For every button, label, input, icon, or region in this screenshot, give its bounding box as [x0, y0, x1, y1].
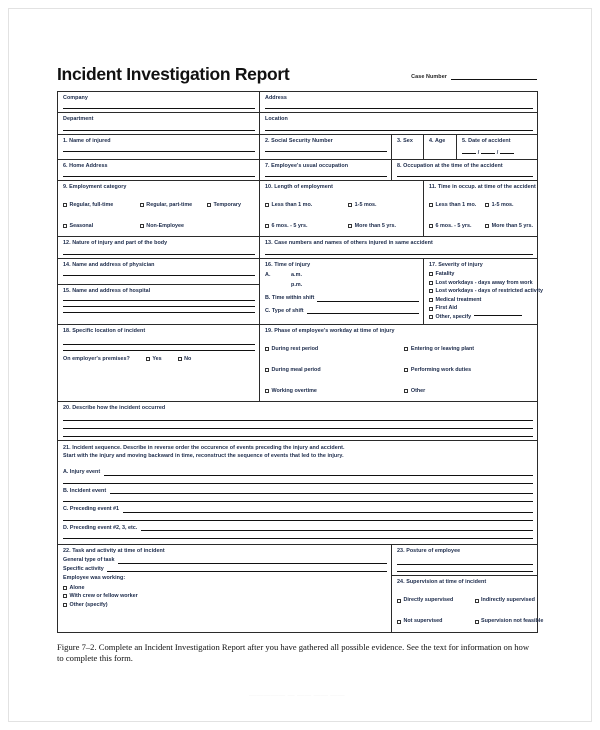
cell-company[interactable] — [58, 92, 260, 113]
checkbox-during-meal-period[interactable]: During meal period — [265, 368, 321, 374]
form-sheet — [57, 49, 544, 699]
employment-category-row-1 — [63, 194, 255, 212]
premises-question-label: On employer's premises? — [63, 355, 130, 362]
length-employment-row-1 — [265, 194, 419, 212]
premises-question-row — [63, 356, 255, 363]
cell-field-10 — [260, 181, 424, 237]
table-row-company — [58, 92, 538, 113]
checkbox-working-with-crew[interactable]: With crew or fellow worker — [63, 594, 387, 600]
form-header — [57, 49, 537, 83]
cell-field-19 — [260, 324, 538, 401]
specific-activity-rule[interactable] — [107, 571, 387, 572]
field-4-label: 4. Age — [429, 137, 446, 144]
phase-row-3 — [265, 380, 533, 398]
specific-activity-field[interactable] — [63, 567, 387, 572]
page-title: Incident Investigation Report — [57, 63, 290, 84]
checkbox-icon[interactable] — [140, 224, 144, 228]
checkbox-icon[interactable] — [265, 389, 269, 393]
sequence-d-field[interactable] — [63, 526, 533, 531]
field-13-input-rule[interactable] — [265, 254, 533, 255]
field-6-label: 6. Home Address — [63, 162, 108, 169]
checkbox-phase-other[interactable]: Other — [404, 389, 425, 395]
sequence-c-rule-2[interactable] — [63, 520, 533, 521]
field-20-rule-1[interactable] — [63, 420, 533, 421]
checkbox-icon[interactable] — [348, 203, 352, 207]
field-14-label: 14. Name and address of physician — [63, 261, 155, 268]
field-1-label: 1. Name of injured — [63, 137, 111, 144]
cell-field-20[interactable] — [58, 401, 538, 440]
field-3-label: 3. Sex — [397, 137, 413, 144]
length-employment-row-2 — [265, 215, 419, 233]
sequence-b-label: B. Incident event — [63, 487, 107, 494]
department-input-rule[interactable] — [63, 130, 255, 131]
time-injury-spacer — [265, 282, 291, 289]
checkbox-occ-less-1mo[interactable]: Less than 1 mo. — [429, 203, 476, 209]
time-within-shift-rule[interactable] — [317, 301, 419, 302]
checkbox-icon[interactable] — [429, 272, 433, 276]
table-row-employment — [58, 181, 538, 237]
department-label: Department — [63, 116, 94, 123]
sequence-b-field[interactable] — [63, 489, 533, 494]
table-row-sequence — [58, 441, 538, 545]
type-of-shift-label: C. Type of shift — [265, 307, 304, 314]
checkbox-icon[interactable] — [348, 224, 352, 228]
checkbox-non-employee[interactable]: Non-Employee — [140, 224, 184, 230]
cell-field-22 — [58, 545, 392, 633]
checkbox-premises-no[interactable]: No — [178, 357, 192, 363]
checkbox-working-alone[interactable]: Alone — [63, 586, 387, 592]
checkbox-icon[interactable] — [429, 307, 433, 311]
field-15-input-rule-2[interactable] — [63, 306, 255, 307]
field-20-rule-2[interactable] — [63, 428, 533, 429]
field-2-input-rule[interactable] — [265, 151, 387, 152]
sequence-a-rule[interactable] — [104, 475, 533, 476]
checkbox-regular-parttime[interactable]: Regular, part-time — [140, 203, 192, 209]
checkbox-icon[interactable] — [140, 203, 144, 207]
checkbox-icon[interactable] — [485, 224, 489, 228]
cell-field-16 — [260, 258, 424, 324]
checkbox-during-rest-period[interactable]: During rest period — [265, 347, 318, 353]
table-row-occupation — [58, 159, 538, 180]
checkbox-len-1-5mos[interactable]: 1-5 mos. — [348, 203, 376, 209]
checkbox-icon[interactable] — [429, 281, 433, 285]
checkbox-icon[interactable] — [63, 203, 67, 207]
table-row-location-phase — [58, 324, 538, 401]
checkbox-premises-yes[interactable]: Yes — [146, 357, 162, 363]
table-row-task-posture — [58, 545, 538, 576]
field-18-input-rule-1[interactable] — [63, 344, 255, 345]
field-18-label: 18. Specific location of incident — [63, 327, 146, 334]
checkbox-icon[interactable] — [485, 203, 489, 207]
sequence-a-field[interactable] — [63, 470, 533, 475]
field-7-label: 7. Employee's usual occupation — [265, 162, 349, 169]
checkbox-icon[interactable] — [429, 203, 433, 207]
location-label: Location — [265, 116, 288, 123]
field-6-input-rule[interactable] — [63, 176, 255, 177]
field-7-input-rule[interactable] — [265, 176, 387, 177]
time-injury-pm: p.m. — [291, 281, 303, 288]
phase-row-2 — [265, 359, 533, 377]
field-8-label: 8. Occupation at the time of the accident — [397, 162, 503, 169]
sequence-d-rule-2[interactable] — [63, 538, 533, 539]
address-input-rule[interactable] — [265, 108, 533, 109]
checkbox-lost-workdays-restricted[interactable]: Lost workdays - days of restricted activity — [429, 289, 533, 295]
checkbox-not-supervised[interactable]: Not supervised — [397, 619, 442, 625]
sequence-d-label: D. Preceding event #2, 3, etc. — [63, 524, 138, 531]
checkbox-icon[interactable] — [265, 203, 269, 207]
field-8-input-rule[interactable] — [397, 176, 533, 177]
field-2-label: 2. Social Security Number — [265, 137, 333, 144]
checkbox-working-overtime[interactable]: Working overtime — [265, 389, 317, 395]
cell-field-14[interactable] — [58, 258, 260, 284]
checkbox-entering-leaving-plant[interactable]: Entering or leaving plant — [404, 347, 474, 353]
checkbox-len-more-5yr[interactable]: More than 5 yrs. — [348, 224, 396, 230]
checkbox-first-aid[interactable]: First Aid — [429, 306, 533, 312]
checkbox-icon[interactable] — [429, 315, 433, 319]
supervision-row-2 — [397, 611, 544, 629]
cell-field-12[interactable] — [58, 237, 260, 258]
checkbox-occ-6mo-5yr[interactable]: 6 mos. - 5 yrs. — [429, 224, 471, 230]
field-13-label: 13. Case numbers and names of others injured in same accident — [265, 240, 433, 247]
field-21-line-2: Start with the injury and moving backward in time, reconstruct the sequence of events that led to the injury. — [63, 453, 344, 460]
checkbox-fatality[interactable]: Fatality — [429, 272, 533, 278]
field-11-label: 11. Time in occup. at time of the accident — [429, 184, 536, 191]
checkbox-icon[interactable] — [404, 368, 408, 372]
checkbox-icon[interactable] — [404, 389, 408, 393]
table-row-department — [58, 113, 538, 134]
checkbox-icon[interactable] — [207, 203, 211, 207]
cell-location[interactable] — [260, 113, 538, 134]
caption-line-1: Figure 7–2. Complete an Incident Investigation Report after you have gathered all possible evidence. — [57, 641, 405, 652]
cell-field-15[interactable] — [58, 284, 260, 324]
table-row-nature-injury — [58, 237, 538, 258]
field-21-line-1: 21. Incident sequence. Describe in reverse order the occurence of events preceding the injury and accident. — [63, 445, 345, 452]
field-5-label: 5. Date of accident — [462, 137, 511, 144]
field-15-label: 15. Name and address of hospital — [63, 287, 151, 294]
checkbox-lost-workdays-away[interactable]: Lost workdays - days away from work — [429, 281, 533, 287]
cell-field-24 — [392, 576, 544, 632]
sequence-b-rule-2[interactable] — [63, 501, 533, 502]
cell-field-3[interactable] — [392, 134, 424, 159]
field-23-label: 23. Posture of employee — [397, 548, 461, 555]
cell-field-4[interactable] — [424, 134, 457, 159]
table-row-physician — [58, 258, 538, 284]
checkbox-icon[interactable] — [63, 603, 67, 607]
time-injury-am: a.m. — [291, 272, 302, 279]
checkbox-regular-fulltime[interactable]: Regular, full-time — [63, 203, 113, 209]
cell-address[interactable] — [260, 92, 538, 113]
cell-field-6[interactable] — [58, 159, 260, 180]
checkbox-len-6mo-5yr[interactable]: 6 mos. - 5 yrs. — [265, 224, 307, 230]
location-input-rule[interactable] — [265, 130, 533, 131]
checkbox-icon[interactable] — [265, 368, 269, 372]
cell-field-13[interactable] — [260, 237, 538, 258]
task-options — [63, 586, 387, 609]
company-input-rule[interactable] — [63, 108, 255, 109]
incident-report-table — [57, 91, 544, 633]
checkbox-icon[interactable] — [265, 347, 269, 351]
severity-options — [429, 271, 544, 321]
time-injury-a-label: A. — [265, 272, 271, 279]
cell-field-5[interactable] — [457, 134, 538, 159]
page-canvas — [8, 8, 592, 722]
sequence-c-label: C. Preceding event #1 — [63, 506, 120, 513]
field-9-label: 9. Employment category — [63, 184, 127, 191]
time-occupation-row-1 — [429, 194, 533, 212]
checkbox-icon[interactable] — [397, 620, 401, 624]
sequence-a-label: A. Injury event — [63, 469, 101, 476]
field-22-label: 22. Task and activity at time of incident — [63, 548, 165, 555]
general-type-task-field[interactable] — [63, 558, 387, 563]
case-number-label: Case Number — [411, 74, 447, 80]
sequence-b-rule[interactable] — [110, 493, 533, 494]
checkbox-icon[interactable] — [63, 586, 67, 590]
checkbox-icon[interactable] — [429, 298, 433, 302]
case-number-field[interactable] — [411, 74, 537, 83]
field-23-rule-2[interactable] — [397, 571, 533, 572]
field-17-label: 17. Severity of injury — [429, 261, 483, 268]
checkbox-medical-treatment[interactable]: Medical treatment — [429, 298, 533, 304]
checkbox-icon[interactable] — [397, 599, 401, 603]
field-20-rule-3[interactable] — [63, 436, 533, 437]
field-1-input-rule[interactable] — [63, 151, 255, 152]
time-within-shift-field[interactable] — [265, 296, 419, 301]
sequence-d-rule[interactable] — [141, 530, 533, 531]
sequence-c-field[interactable] — [63, 507, 533, 512]
checkbox-icon[interactable] — [475, 599, 479, 603]
checkbox-icon[interactable] — [265, 224, 269, 228]
time-occupation-row-2 — [429, 215, 533, 233]
table-row-describe — [58, 401, 538, 440]
field-16-label: 16. Time of injury — [265, 261, 311, 268]
checkbox-icon[interactable] — [63, 224, 67, 228]
date-of-accident-input[interactable]: / / — [462, 149, 533, 156]
checkbox-occ-1-5mos[interactable]: 1-5 mos. — [485, 203, 513, 209]
supervision-row-1 — [397, 590, 533, 608]
field-18-input-rule-2[interactable] — [63, 350, 255, 351]
field-20-label: 20. Describe how the incident occurred — [63, 404, 166, 411]
cell-field-23[interactable] — [392, 545, 538, 576]
checkbox-icon[interactable] — [404, 347, 408, 351]
cell-field-7[interactable] — [260, 159, 392, 180]
address-label: Address — [265, 95, 287, 101]
general-type-task-label: General type of task — [63, 557, 115, 564]
case-number-rule[interactable] — [451, 79, 537, 80]
employee-working-label: Employee was working: — [63, 575, 126, 582]
cell-field-8[interactable] — [392, 159, 538, 180]
caption-line-2: See the text for information on how to complete this form. — [57, 641, 530, 664]
checkbox-icon[interactable] — [63, 594, 67, 598]
checkbox-occ-more-5yr[interactable]: More than 5 yrs. — [485, 224, 533, 230]
type-of-shift-field[interactable] — [265, 309, 419, 314]
table-row-injured — [58, 134, 538, 159]
field-12-input-rule[interactable] — [63, 254, 255, 255]
checkbox-icon[interactable] — [475, 620, 479, 624]
cell-field-21 — [58, 441, 538, 545]
checkbox-icon[interactable] — [429, 289, 433, 293]
severity-other-rule[interactable] — [474, 315, 522, 316]
cell-field-2[interactable] — [260, 134, 392, 159]
checkbox-icon[interactable] — [429, 224, 433, 228]
checkbox-indirectly-supervised[interactable]: Indirectly supervised — [475, 598, 535, 604]
sequence-a-rule-2[interactable] — [63, 483, 533, 484]
cell-field-11 — [424, 181, 538, 237]
field-15-input-rule-3[interactable] — [63, 312, 255, 313]
general-type-task-rule[interactable] — [118, 563, 387, 564]
cell-field-18 — [58, 324, 260, 401]
checkbox-performing-work-duties[interactable]: Performing work duties — [404, 368, 471, 374]
sequence-c-rule[interactable] — [123, 512, 533, 513]
cell-field-1[interactable] — [58, 134, 260, 159]
field-24-label: 24. Supervision at time of incident — [397, 579, 487, 586]
checkbox-other-specify[interactable]: Other, specify — [429, 315, 533, 321]
figure-caption — [57, 642, 535, 665]
footer-faint-text: ————— — —— —— —— — [249, 690, 345, 699]
employment-category-row-2 — [63, 215, 255, 233]
field-10-label: 10. Length of employment — [265, 184, 333, 191]
checkbox-working-other[interactable]: Other (specify) — [63, 603, 387, 609]
checkbox-seasonal[interactable]: Seasonal — [63, 224, 93, 230]
specific-activity-label: Specific activity — [63, 565, 104, 572]
checkbox-icon[interactable] — [146, 357, 150, 361]
cell-field-17 — [424, 258, 544, 324]
field-23-rule-1[interactable] — [397, 564, 533, 565]
cell-department[interactable] — [58, 113, 260, 134]
field-15-input-rule-1[interactable] — [63, 300, 255, 301]
checkbox-directly-supervised[interactable]: Directly supervised — [397, 598, 453, 604]
cell-field-9 — [58, 181, 260, 237]
checkbox-temporary[interactable]: Temporary — [207, 203, 241, 209]
time-within-shift-label: B. Time within shift — [265, 295, 315, 302]
field-12-label: 12. Nature of injury and part of the body — [63, 240, 168, 247]
checkbox-len-less-1mo[interactable]: Less than 1 mo. — [265, 203, 312, 209]
checkbox-supervision-not-feasible[interactable]: Supervision not feasible — [475, 619, 544, 625]
field-19-label: 19. Phase of employee's workday at time of injury — [265, 327, 395, 334]
field-14-input-rule[interactable] — [63, 275, 255, 276]
checkbox-icon[interactable] — [178, 357, 182, 361]
company-label: Company — [63, 95, 88, 101]
type-of-shift-rule[interactable] — [307, 313, 419, 314]
phase-row-1 — [265, 338, 533, 356]
